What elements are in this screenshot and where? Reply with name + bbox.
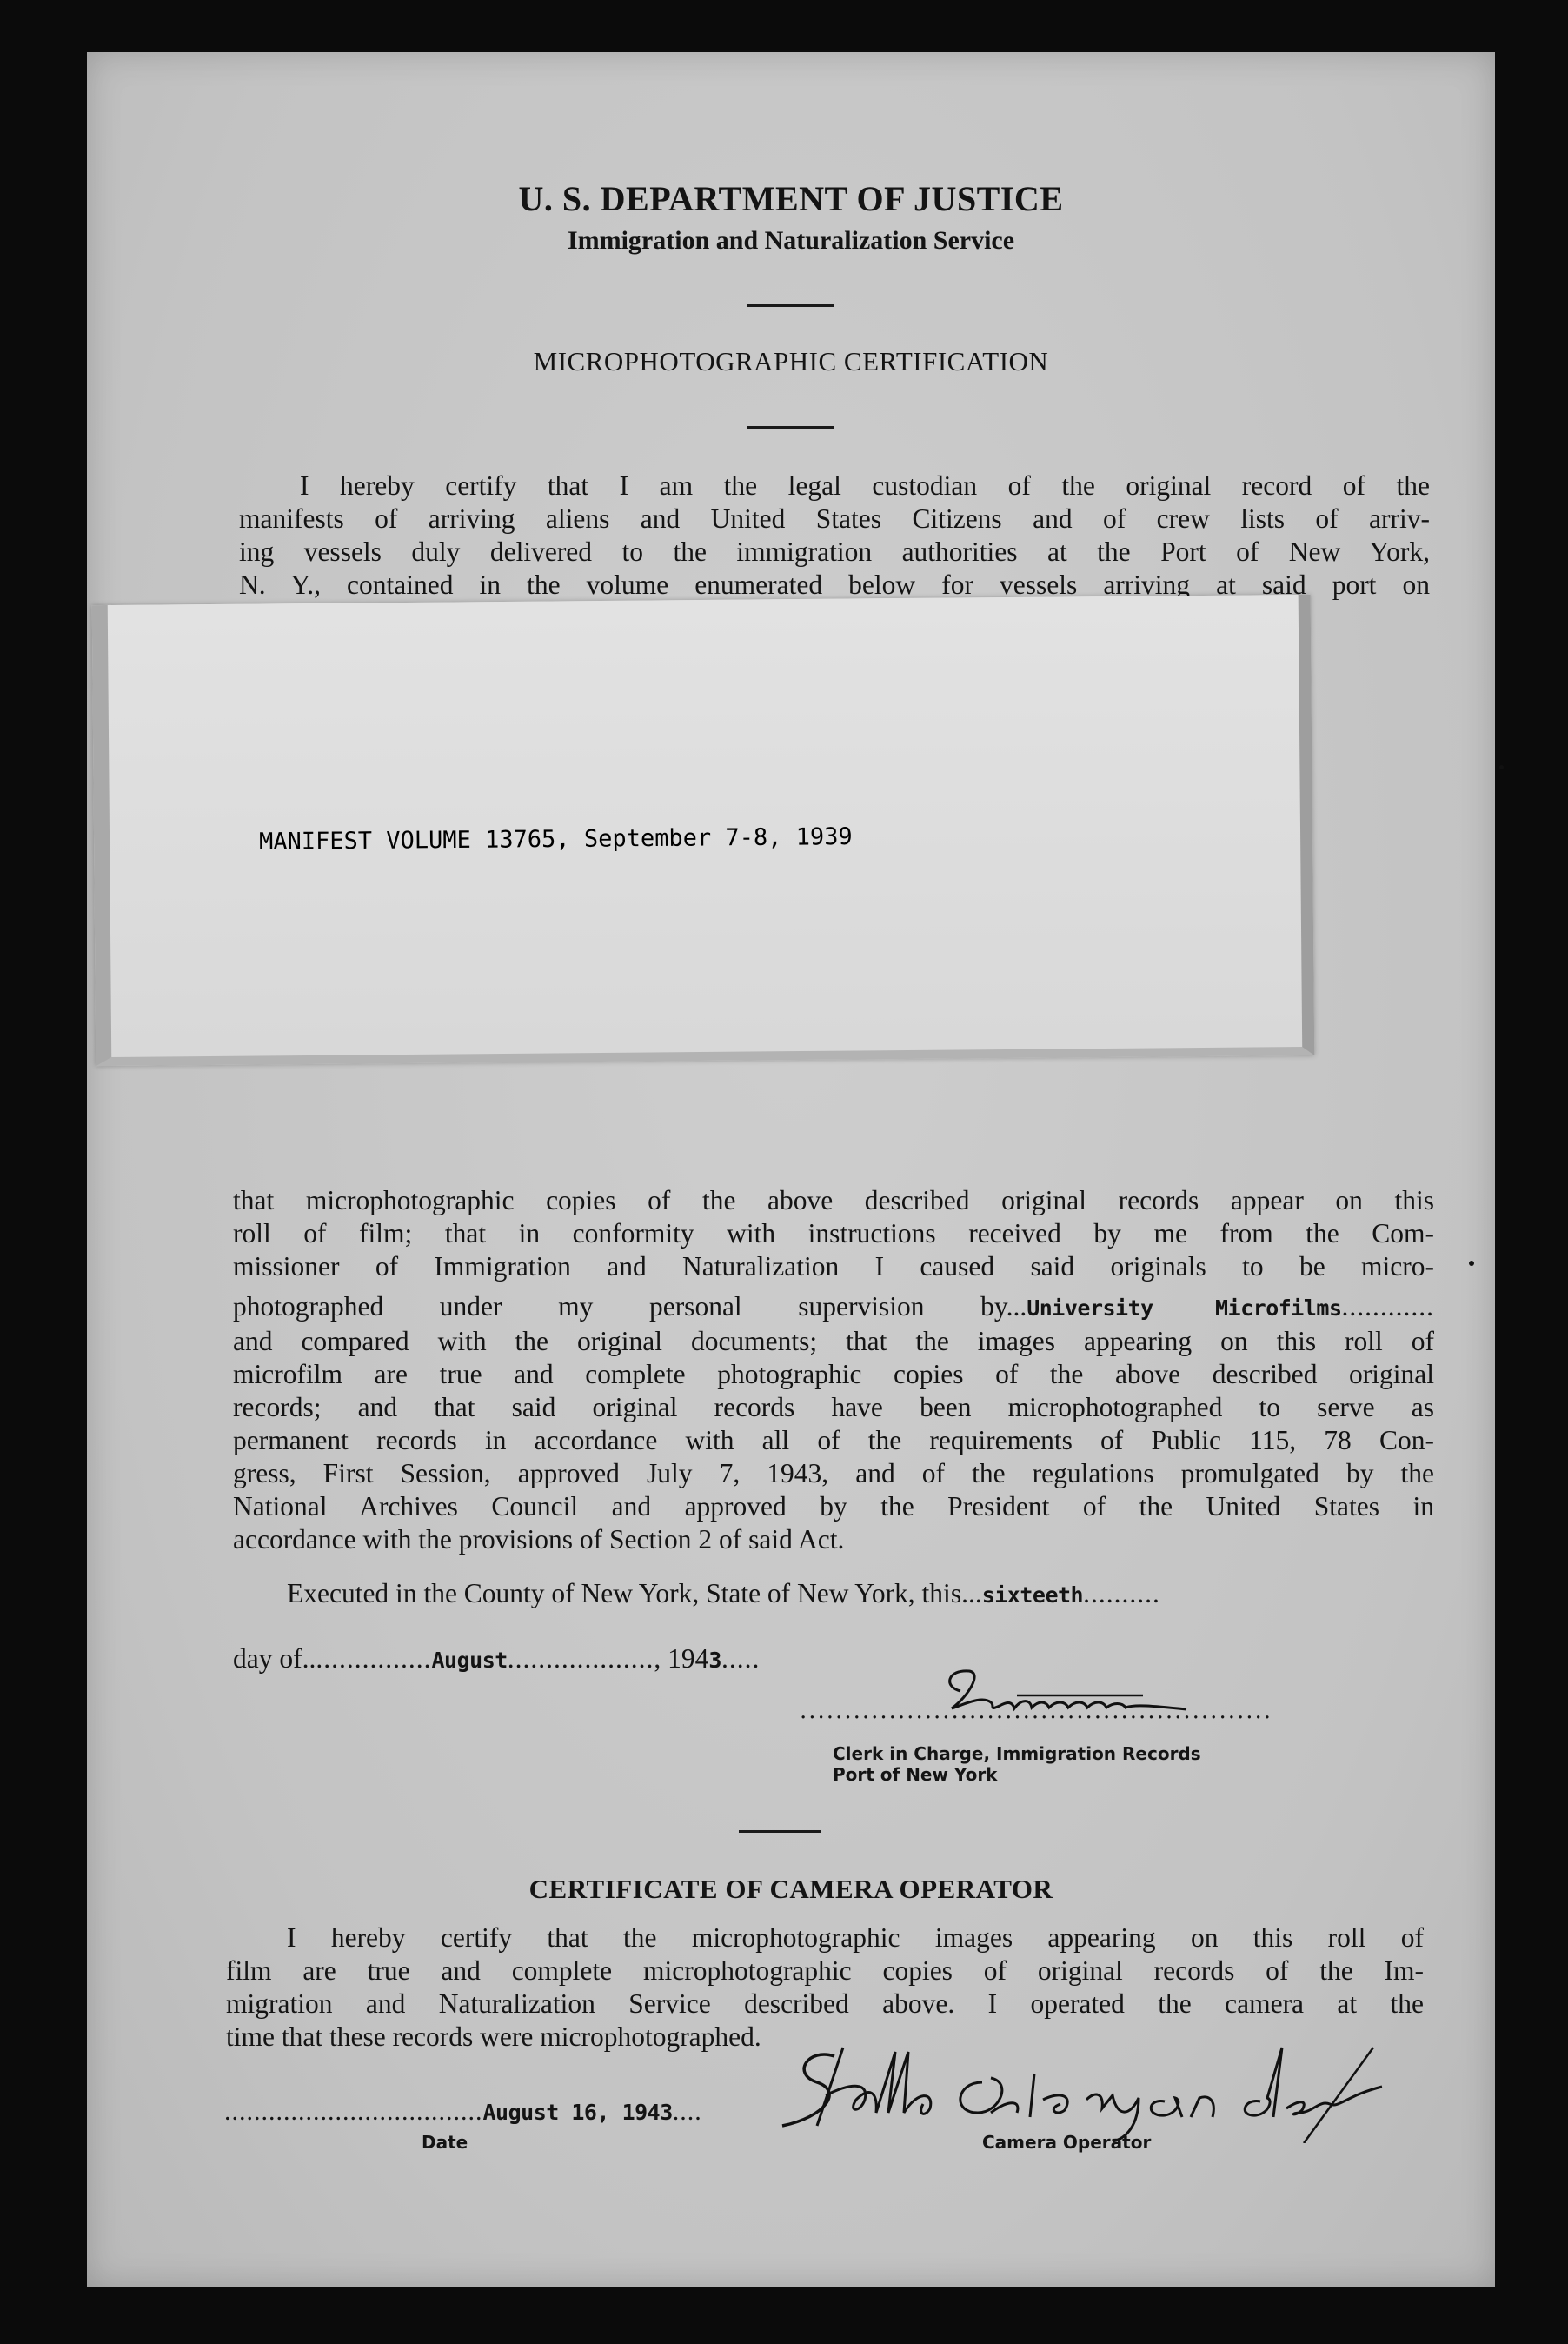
- fill-dots: ...................................: [224, 2097, 483, 2126]
- body-line: National Archives Council and approved by the President of the United States in: [233, 1491, 1434, 1522]
- executed-day-value: sixteeth: [981, 1582, 1084, 1608]
- clerk-title-line: Port of New York: [833, 1764, 998, 1785]
- certificate-page: [87, 52, 1495, 2287]
- fill-dots: ..........: [1083, 1578, 1160, 1608]
- intro-line: I hereby certify that I am the legal custodian of the original record of the: [300, 470, 1430, 501]
- fill-dots: .....: [721, 1643, 761, 1674]
- manifest-volume-text: MANIFEST VOLUME 13765, September 7-8, 1939: [258, 823, 853, 856]
- day-of-prefix: day of..: [233, 1643, 316, 1674]
- body-line: accordance with the provisions of Section 2 of said Act.: [233, 1524, 845, 1555]
- body-line-prefix: photographed under my personal supervision by...: [233, 1291, 1027, 1322]
- camera-line: time that these records were microphotographed.: [226, 2021, 761, 2052]
- certification-title: MICROPHOTOGRAPHIC CERTIFICATION: [533, 346, 1049, 376]
- fill-dots: ...................: [507, 1643, 654, 1674]
- body-line: missioner of Immigration and Naturalization I caused said originals to be micro-: [233, 1251, 1434, 1282]
- camera-line: migration and Naturalization Service described above. I operated the camera at the: [226, 1988, 1424, 2019]
- body-line: records; and that said original records have been microphotographed to serve as: [233, 1392, 1434, 1422]
- month-value: August: [431, 1648, 508, 1673]
- date-caption: Date: [422, 2132, 468, 2153]
- body-line: and compared with the original documents; that the images appearing on this roll of: [233, 1326, 1434, 1356]
- department-title: U. S. DEPARTMENT OF JUSTICE: [518, 179, 1064, 218]
- microfilm-company-value: University Microfilms: [1027, 1295, 1342, 1321]
- body-line: that microphotographic copies of the above described original records appear on this: [233, 1185, 1434, 1215]
- camera-certificate-heading: CERTIFICATE OF CAMERA OPERATOR: [528, 1874, 1053, 1904]
- service-subtitle: Immigration and Naturalization Service: [567, 226, 1015, 255]
- film-speck: [1469, 1261, 1474, 1266]
- body-line: roll of film; that in conformity with instructions received by me from the Com-: [233, 1218, 1434, 1249]
- fill-dots: ............: [1341, 1291, 1435, 1322]
- fill-dots: ...............: [316, 1643, 432, 1674]
- clerk-title-line: Clerk in Charge, Immigration Records: [833, 1743, 1201, 1764]
- divider-rule: [747, 304, 834, 307]
- year-value: 3: [708, 1648, 721, 1673]
- divider-rule: [747, 426, 834, 429]
- camera-line: I hereby certify that the microphotographic images appearing on this roll of: [287, 1922, 1424, 1953]
- date-value: August 16, 1943: [482, 2100, 673, 2125]
- year-prefix: , 194: [654, 1643, 709, 1674]
- camera-operator-caption: Camera Operator: [982, 2132, 1152, 2153]
- executed-prefix: Executed in the County of New York, State of New York, this...: [287, 1578, 982, 1608]
- intro-line: manifests of arriving aliens and United States Citizens and of crew lists of arriv-: [239, 503, 1430, 534]
- body-line: microfilm are true and complete photographic copies of the above described original: [233, 1359, 1434, 1389]
- body-line: permanent records in accordance with all of the requirements of Public 115, 78 Con-: [233, 1425, 1434, 1455]
- fill-dots: ....: [672, 2097, 702, 2126]
- body-line: gress, First Session, approved July 7, 1943, and of the regulations promulgated by the: [233, 1458, 1434, 1488]
- camera-line: film are true and complete microphotographic copies of original records of the Im-: [226, 1955, 1424, 1986]
- clerk-signature-line: .....................................................: [800, 1698, 1273, 1724]
- intro-line: ing vessels duly delivered to the immigration authorities at the Port of New York,: [239, 536, 1430, 567]
- film-speck: [1499, 765, 1504, 769]
- intro-line: N. Y., contained in the volume enumerated below for vessels arriving at said port on: [239, 569, 1430, 600]
